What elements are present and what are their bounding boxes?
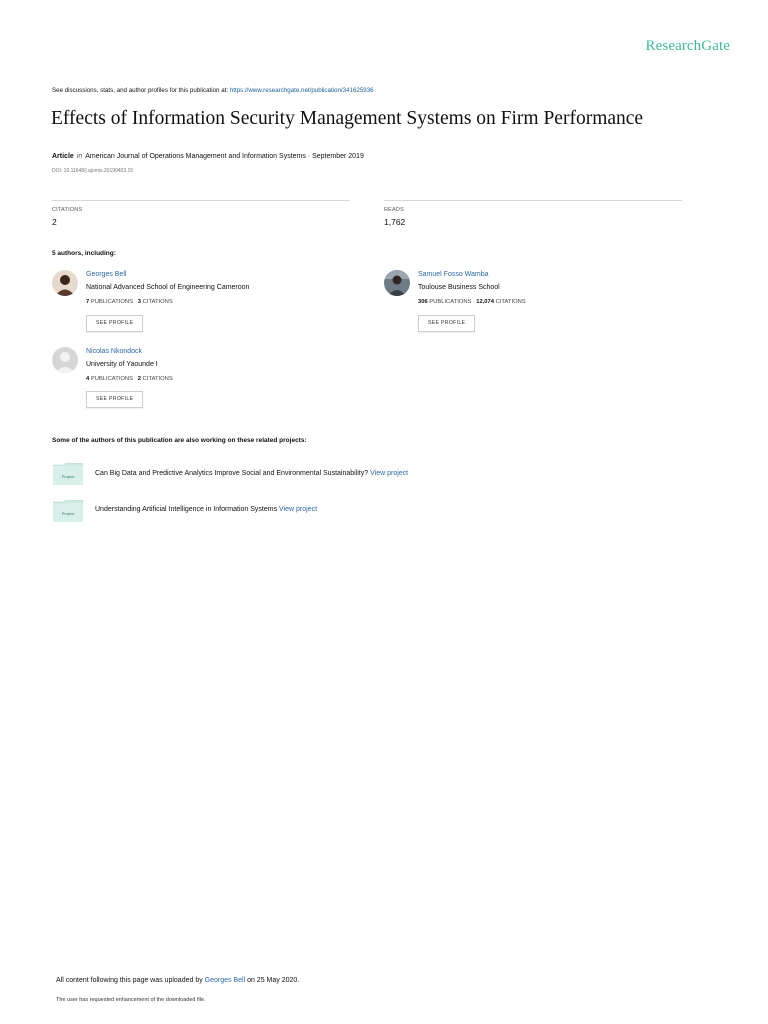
publications-count: 7 xyxy=(86,299,90,305)
view-project-link[interactable]: View project xyxy=(370,470,409,477)
avatar[interactable] xyxy=(52,347,78,373)
uploader-link[interactable]: Georges Bell xyxy=(204,977,246,984)
citations-count: 3 xyxy=(137,299,142,305)
see-profile-button[interactable]: SEE PROFILE xyxy=(418,315,475,332)
reads-divider xyxy=(384,200,682,201)
see-profile-button[interactable]: SEE PROFILE xyxy=(86,391,143,408)
publication-title: Effects of Information Security Management Systems on Firm Performance xyxy=(51,108,644,129)
publications-count: 306 xyxy=(418,299,428,305)
avatar[interactable] xyxy=(52,270,78,296)
enhancement-note: The user has requested enhancement of the downloaded file. xyxy=(56,997,206,1003)
author-institution: University of Yaounde I xyxy=(86,361,158,368)
researchgate-logo[interactable]: ResearchGate xyxy=(645,38,730,54)
reads-value: 1,762 xyxy=(384,217,406,227)
citations-divider xyxy=(52,200,350,201)
avatar[interactable] xyxy=(384,270,410,296)
upload-prefix: All content following this page was uploaded by xyxy=(56,977,205,984)
citations-label: CITATIONS xyxy=(142,299,173,305)
project-item xyxy=(95,506,317,513)
project-item xyxy=(95,470,408,477)
publication-meta xyxy=(52,153,364,160)
project-title: Can Big Data and Predictive Analytics Improve Social and Environmental Sustainability? xyxy=(95,470,369,477)
project-title: Understanding Artificial Intelligence in Information Systems xyxy=(95,506,278,513)
meta-in: in xyxy=(76,153,83,160)
journal-name: American Journal of Operations Management and Information Systems · September 2019 xyxy=(85,153,364,160)
citations-count: 2 xyxy=(137,376,142,382)
author-institution: Toulouse Business School xyxy=(418,284,500,291)
view-project-link[interactable]: View project xyxy=(279,506,318,513)
top-note xyxy=(52,87,374,94)
author-stats xyxy=(418,299,526,305)
project-icon-label: Project xyxy=(61,474,75,479)
authors-heading: 5 authors, including: xyxy=(52,250,116,257)
author-name-link[interactable]: Georges Bell xyxy=(86,271,127,278)
top-note-text: See discussions, stats, and author profiles for this publication at: xyxy=(52,87,230,94)
upload-suffix: on 25 May 2020. xyxy=(245,977,300,984)
publications-label: PUBLICATIONS xyxy=(90,299,133,305)
author-name-link[interactable]: Samuel Fosso Wamba xyxy=(418,271,489,278)
author-stats xyxy=(86,299,173,305)
upload-note xyxy=(56,977,299,984)
author-stats xyxy=(86,376,173,382)
citations-label: CITATIONS xyxy=(142,376,173,382)
citations-value: 2 xyxy=(52,217,57,227)
see-profile-button[interactable]: SEE PROFILE xyxy=(86,315,143,332)
publications-count: 4 xyxy=(86,376,90,382)
citations-count: 12,074 xyxy=(476,299,494,305)
article-type: Article xyxy=(52,153,74,160)
reads-label: READS xyxy=(384,207,404,213)
project-icon xyxy=(53,463,83,485)
citations-label: CITATIONS xyxy=(52,207,83,213)
projects-heading: Some of the authors of this publication are also working on these related projects: xyxy=(52,437,307,444)
doi-text: DOI: 10.11648/j.ajomis.20190403.15 xyxy=(52,168,134,174)
citations-label: CITATIONS xyxy=(495,299,526,305)
publication-url-link[interactable]: https://www.researchgate.net/publication/341625936 xyxy=(229,87,374,94)
author-name-link[interactable]: Nicolas Nkondock xyxy=(86,348,143,355)
publications-label: PUBLICATIONS xyxy=(429,299,472,305)
project-icon xyxy=(53,500,83,522)
author-institution: National Advanced School of Engineering Cameroon xyxy=(86,284,250,291)
publications-label: PUBLICATIONS xyxy=(90,376,133,382)
project-icon-label: Project xyxy=(61,511,75,516)
